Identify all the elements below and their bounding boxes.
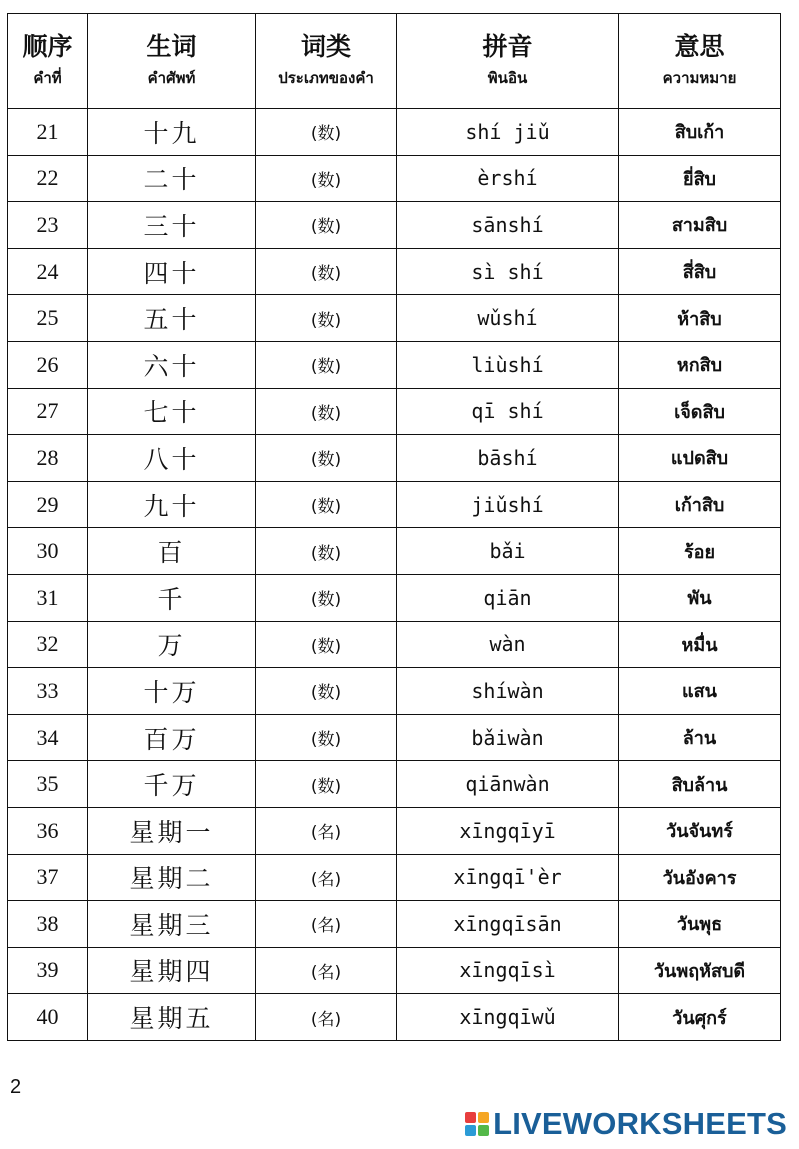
row-number: 34	[8, 714, 88, 761]
row-pinyin: liùshí	[397, 341, 619, 388]
row-pinyin: xīngqīsān	[397, 901, 619, 948]
row-pinyin: bāshí	[397, 435, 619, 482]
row-meaning: วันพฤหัสบดี	[619, 947, 781, 994]
table-row	[8, 668, 781, 715]
vocabulary-table	[7, 13, 781, 1041]
row-word: 六十	[88, 341, 256, 388]
row-meaning: หมื่น	[619, 621, 781, 668]
table-row	[8, 248, 781, 295]
row-number: 26	[8, 341, 88, 388]
logo-square	[465, 1125, 476, 1136]
table-row	[8, 621, 781, 668]
row-meaning: หกสิบ	[619, 341, 781, 388]
row-meaning: วันศุกร์	[619, 994, 781, 1041]
row-number: 30	[8, 528, 88, 575]
row-meaning: ยี่สิบ	[619, 155, 781, 202]
row-meaning: เก้าสิบ	[619, 481, 781, 528]
row-meaning: เจ็ดสิบ	[619, 388, 781, 435]
logo-grid-icon	[465, 1112, 489, 1136]
table-body	[8, 109, 781, 1041]
header-row	[8, 14, 781, 109]
table-row	[8, 574, 781, 621]
row-meaning: ล้าน	[619, 714, 781, 761]
row-word-type: (数)	[256, 109, 397, 156]
table-row	[8, 388, 781, 435]
row-word-type: (名)	[256, 901, 397, 948]
row-word: 十九	[88, 109, 256, 156]
header-word-zh: 生词	[146, 32, 197, 61]
row-number: 29	[8, 481, 88, 528]
row-meaning: วันพุธ	[619, 901, 781, 948]
row-word: 七十	[88, 388, 256, 435]
row-pinyin: xīngqī'èr	[397, 854, 619, 901]
row-number: 23	[8, 202, 88, 249]
row-word-type: (数)	[256, 248, 397, 295]
row-word: 星期二	[88, 854, 256, 901]
row-number: 36	[8, 807, 88, 854]
row-word-type: (数)	[256, 574, 397, 621]
header-type-th: ประเภทของคำ	[278, 69, 374, 87]
row-number: 25	[8, 295, 88, 342]
table-row	[8, 341, 781, 388]
row-meaning: สี่สิบ	[619, 248, 781, 295]
header-pinyin-zh: 拼音	[482, 32, 533, 61]
table-row	[8, 901, 781, 948]
row-meaning: วันจันทร์	[619, 807, 781, 854]
table-header	[8, 14, 781, 109]
row-word-type: (数)	[256, 388, 397, 435]
row-meaning: สามสิบ	[619, 202, 781, 249]
row-word-type: (数)	[256, 155, 397, 202]
header-meaning-zh: 意思	[674, 32, 725, 61]
table-row	[8, 435, 781, 482]
row-word: 万	[88, 621, 256, 668]
row-word-type: (数)	[256, 761, 397, 808]
header-order-zh: 顺序	[22, 32, 73, 61]
row-number: 22	[8, 155, 88, 202]
table-row	[8, 807, 781, 854]
row-number: 40	[8, 994, 88, 1041]
row-pinyin: shí jiǔ	[397, 109, 619, 156]
header-pinyin	[397, 14, 619, 109]
table-row	[8, 761, 781, 808]
row-number: 39	[8, 947, 88, 994]
row-meaning: แปดสิบ	[619, 435, 781, 482]
header-type	[256, 14, 397, 109]
row-word: 十万	[88, 668, 256, 715]
row-word: 二十	[88, 155, 256, 202]
row-word-type: (数)	[256, 295, 397, 342]
row-word-type: (数)	[256, 668, 397, 715]
row-word-type: (名)	[256, 947, 397, 994]
row-word-type: (数)	[256, 435, 397, 482]
row-pinyin: qiānwàn	[397, 761, 619, 808]
row-word: 千	[88, 574, 256, 621]
row-pinyin: wàn	[397, 621, 619, 668]
logo-square	[478, 1112, 489, 1123]
row-number: 37	[8, 854, 88, 901]
row-meaning: ร้อย	[619, 528, 781, 575]
row-number: 35	[8, 761, 88, 808]
row-word: 八十	[88, 435, 256, 482]
row-word: 星期五	[88, 994, 256, 1041]
row-pinyin: qiān	[397, 574, 619, 621]
row-meaning: สิบเก้า	[619, 109, 781, 156]
page-number: 2	[10, 1076, 22, 1098]
row-number: 33	[8, 668, 88, 715]
table-row	[8, 109, 781, 156]
table-row	[8, 202, 781, 249]
row-pinyin: èrshí	[397, 155, 619, 202]
header-meaning	[619, 14, 781, 109]
row-word-type: (数)	[256, 341, 397, 388]
row-meaning: พัน	[619, 574, 781, 621]
row-pinyin: jiǔshí	[397, 481, 619, 528]
row-word-type: (数)	[256, 621, 397, 668]
row-word: 星期四	[88, 947, 256, 994]
logo-square	[478, 1125, 489, 1136]
row-meaning: แสน	[619, 668, 781, 715]
table-row	[8, 994, 781, 1041]
logo-text: LIVEWORKSHEETS	[493, 1106, 787, 1141]
row-pinyin: wǔshí	[397, 295, 619, 342]
row-meaning: ห้าสิบ	[619, 295, 781, 342]
row-number: 32	[8, 621, 88, 668]
row-word: 三十	[88, 202, 256, 249]
header-order	[8, 14, 88, 109]
row-word: 百万	[88, 714, 256, 761]
row-word: 四十	[88, 248, 256, 295]
row-number: 38	[8, 901, 88, 948]
table-row	[8, 854, 781, 901]
row-word: 百	[88, 528, 256, 575]
header-type-zh: 词类	[300, 32, 351, 61]
row-meaning: สิบล้าน	[619, 761, 781, 808]
row-pinyin: qī shí	[397, 388, 619, 435]
row-number: 21	[8, 109, 88, 156]
row-pinyin: bǎi	[397, 528, 619, 575]
table-row	[8, 295, 781, 342]
row-word: 星期三	[88, 901, 256, 948]
header-word-th: คำศัพท์	[147, 69, 196, 87]
row-word: 千万	[88, 761, 256, 808]
table-row	[8, 155, 781, 202]
row-number: 31	[8, 574, 88, 621]
liveworksheets-logo	[465, 1106, 787, 1142]
header-order-th: คำที่	[33, 69, 62, 87]
row-word-type: (名)	[256, 807, 397, 854]
row-word-type: (数)	[256, 528, 397, 575]
row-word-type: (名)	[256, 854, 397, 901]
row-meaning: วันอังคาร	[619, 854, 781, 901]
logo-square	[465, 1112, 476, 1123]
header-meaning-th: ความหมาย	[662, 69, 737, 87]
row-pinyin: sānshí	[397, 202, 619, 249]
row-pinyin: xīngqīwǔ	[397, 994, 619, 1041]
table-row	[8, 714, 781, 761]
row-word-type: (名)	[256, 994, 397, 1041]
row-word-type: (数)	[256, 481, 397, 528]
row-word: 五十	[88, 295, 256, 342]
row-number: 28	[8, 435, 88, 482]
header-pinyin-th: พินอิน	[487, 69, 528, 87]
row-pinyin: shíwàn	[397, 668, 619, 715]
row-word-type: (数)	[256, 202, 397, 249]
row-word: 星期一	[88, 807, 256, 854]
row-pinyin: xīngqīyī	[397, 807, 619, 854]
row-pinyin: xīngqīsì	[397, 947, 619, 994]
row-number: 27	[8, 388, 88, 435]
row-word-type: (数)	[256, 714, 397, 761]
row-number: 24	[8, 248, 88, 295]
row-word: 九十	[88, 481, 256, 528]
table-row	[8, 528, 781, 575]
header-word	[88, 14, 256, 109]
table-row	[8, 947, 781, 994]
table-row	[8, 481, 781, 528]
row-pinyin: bǎiwàn	[397, 714, 619, 761]
row-pinyin: sì shí	[397, 248, 619, 295]
